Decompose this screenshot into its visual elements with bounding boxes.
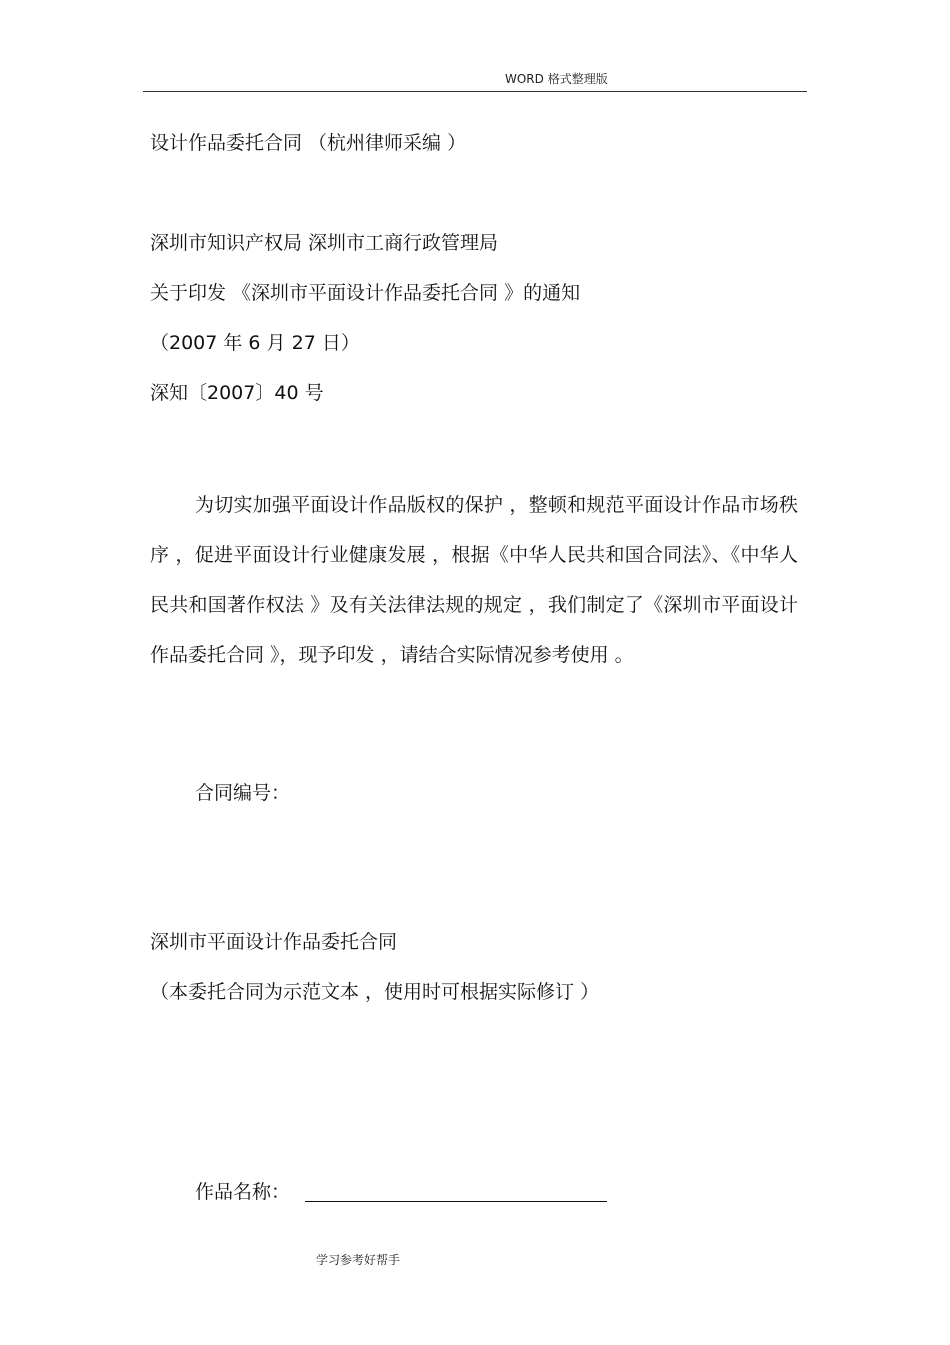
- contract-title: 深圳市平面设计作品委托合同: [150, 931, 398, 953]
- page-footer-label: 学习参考好帮手: [316, 1253, 401, 1267]
- page-header-label: WORD 格式整理版: [505, 72, 608, 86]
- document-title: 设计作品委托合同 （杭州律师采编 ）: [150, 132, 467, 154]
- document-number: 深知〔2007〕40 号: [150, 382, 324, 404]
- header-divider: [143, 91, 807, 92]
- work-name-label: 作品名称：: [195, 1181, 291, 1203]
- notice-body-paragraph: 为切实加强平面设计作品版权的保护 ，整顿和规范平面设计作品市场秩序 ，促进平面设计行业健康发展 ，根据《中华人民共和国合同法》、《中华人民共和国著作权法 》及有关法律法规的规定 ，我们制定了《深圳市平面设计作品委托合同 》，现予印发 ，请结合实际情况参考使用 。: [150, 494, 798, 666]
- issuing-authorities: 深圳市知识产权局 深圳市工商行政管理局: [150, 232, 499, 254]
- notice-title: 关于印发 《深圳市平面设计作品委托合同 》的通知: [150, 282, 581, 304]
- work-name-blank-line: [305, 1201, 607, 1202]
- contract-number-label: 合同编号：: [195, 782, 291, 804]
- contract-note: （本委托合同为示范文本 ，使用时可根据实际修订 ）: [150, 981, 600, 1003]
- notice-date: （2007 年 6 月 27 日）: [150, 332, 360, 354]
